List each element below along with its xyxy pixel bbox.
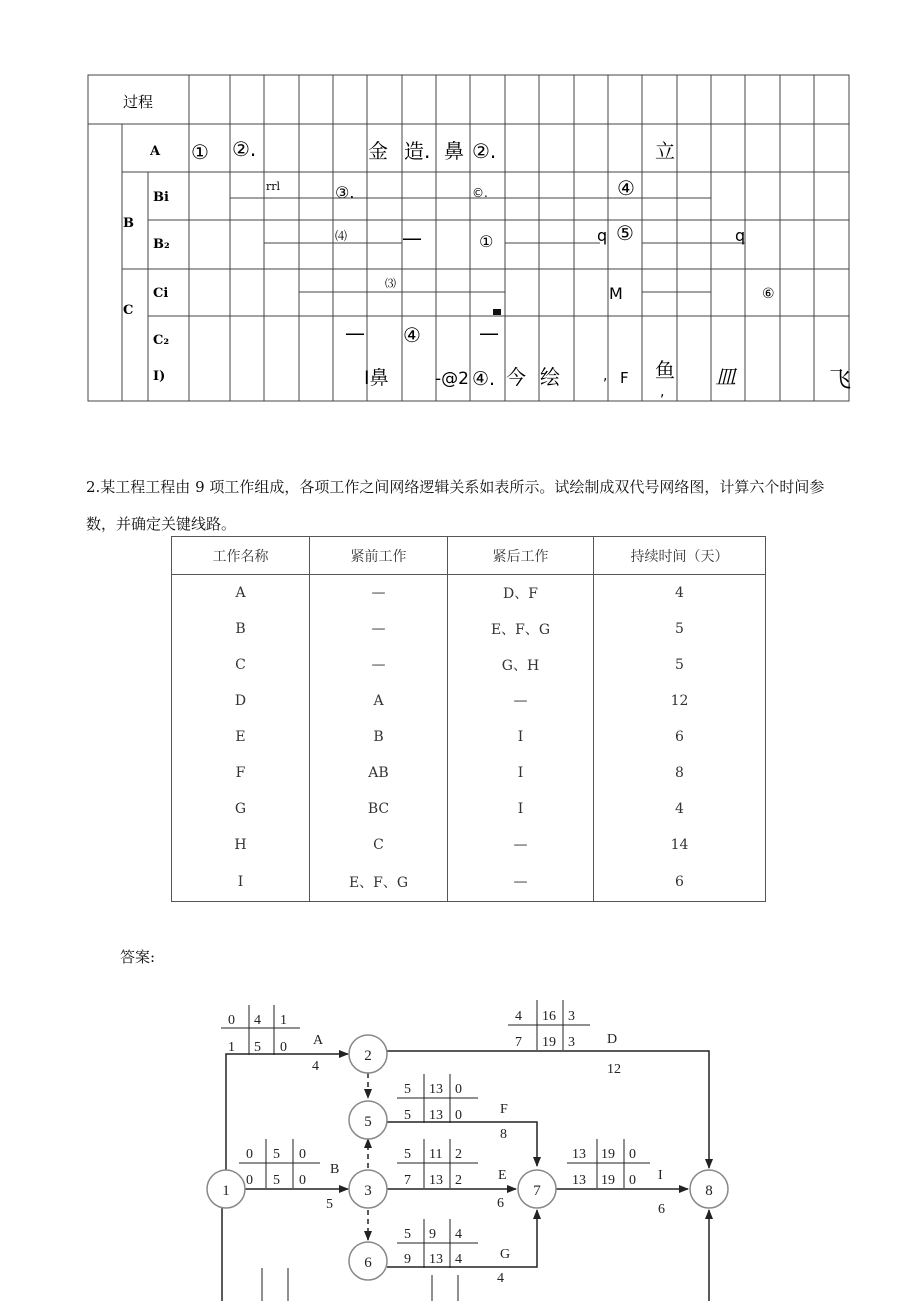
b-lf: 5 <box>273 1173 280 1188</box>
cell: 6 <box>594 719 766 755</box>
activity-d-duration: 12 <box>607 1062 621 1077</box>
f-ef: 13 <box>429 1082 443 1097</box>
mark-b2-5: ⑤ <box>616 221 634 245</box>
cell: D <box>172 683 310 719</box>
a-es: 0 <box>228 1013 235 1028</box>
header-work-name: 工作名称 <box>172 537 310 575</box>
row-label-b2: B₂ <box>153 237 170 252</box>
d-lf: 19 <box>542 1035 556 1050</box>
b-ef: 5 <box>273 1147 280 1162</box>
f-ff: 0 <box>455 1108 462 1123</box>
f-lf: 13 <box>429 1108 443 1123</box>
node-5-label: 5 <box>364 1114 372 1130</box>
activity-e-name: E <box>498 1168 507 1183</box>
row-label-c: C <box>123 303 134 318</box>
g-ff: 4 <box>455 1252 462 1267</box>
mark-a2: ②. <box>232 137 257 161</box>
cell: H <box>172 827 310 863</box>
mark-a4: 造. <box>404 139 431 163</box>
mark-a3: 金 <box>368 139 388 163</box>
b-es: 0 <box>246 1147 253 1162</box>
row-label-b1: Bi <box>153 190 169 205</box>
cell: — <box>310 575 448 612</box>
activity-i-duration: 6 <box>658 1202 665 1217</box>
mark-c1-1: ⑶ <box>385 277 396 290</box>
mark-a7: 立 <box>655 139 675 163</box>
mark-b1-4: ④ <box>617 176 635 200</box>
g-es: 5 <box>404 1227 411 1242</box>
cell: 5 <box>594 611 766 647</box>
b-tf: 0 <box>299 1147 306 1162</box>
d-tf: 3 <box>568 1009 575 1024</box>
cell: F <box>172 755 310 791</box>
d-ff: 3 <box>568 1035 575 1050</box>
i-tf: 0 <box>629 1147 636 1162</box>
i-lf: 19 <box>601 1173 615 1188</box>
mark-b1-1: rrl <box>266 180 281 193</box>
a-ls: 1 <box>228 1040 235 1055</box>
cell: I <box>172 863 310 902</box>
cell: E、F、G <box>310 863 448 902</box>
mark-c2-1: — <box>345 321 365 345</box>
cell: 14 <box>594 827 766 863</box>
mark-c1-2: M <box>609 284 623 303</box>
activity-a-duration: 4 <box>312 1059 319 1074</box>
i-es: 13 <box>572 1147 586 1162</box>
cell: — <box>448 827 594 863</box>
g-ls: 9 <box>404 1252 411 1267</box>
d-es: 4 <box>515 1009 522 1024</box>
cell: 8 <box>594 755 766 791</box>
a-tf: 1 <box>280 1013 287 1028</box>
a-lf: 5 <box>254 1040 261 1055</box>
e-lf: 13 <box>429 1173 443 1188</box>
cell: 6 <box>594 863 766 902</box>
activity-f-duration: 8 <box>500 1127 507 1142</box>
activity-i-name: I <box>658 1168 663 1183</box>
row-label-c1: Ci <box>153 286 169 301</box>
g-ef: 9 <box>429 1227 436 1242</box>
activity-e-duration: 6 <box>497 1196 504 1211</box>
d-ls: 7 <box>515 1035 522 1050</box>
mark-d9: , <box>660 384 665 400</box>
mark-b2-1: ⑷ <box>335 229 348 243</box>
cell: 12 <box>594 683 766 719</box>
f-ls: 5 <box>404 1108 411 1123</box>
header-duration: 持续时间（天） <box>594 537 766 575</box>
cell: I <box>448 755 594 791</box>
mark-c1-3: ⑥ <box>762 286 775 302</box>
header-successor: 紧后工作 <box>448 537 594 575</box>
i-ls: 13 <box>572 1173 586 1188</box>
e-ls: 7 <box>404 1173 411 1188</box>
activity-b-name: B <box>330 1162 340 1177</box>
g-lf: 13 <box>429 1252 443 1267</box>
b-ls: 0 <box>246 1173 253 1188</box>
row-label-c2: C₂ <box>153 333 170 348</box>
row-label-d: I) <box>153 369 166 384</box>
mark-d5: 绘 <box>540 365 560 389</box>
arrow-a <box>226 1054 348 1170</box>
question2-line1: 2.某工程工程由 9 项工作组成，各项工作之间网络逻辑关系如表所示。试绘制成双代号网络图，计算六个时间参 <box>86 478 825 496</box>
cell: I <box>448 791 594 827</box>
i-ff: 0 <box>629 1173 636 1188</box>
cell: E <box>172 719 310 755</box>
cell: C <box>310 827 448 863</box>
node-2-label: 2 <box>364 1048 372 1064</box>
node-1-label: 1 <box>222 1183 230 1199</box>
mark-d4: 今 <box>506 365 526 389</box>
cell: A <box>310 683 448 719</box>
mark-d2: -@2 <box>435 369 469 389</box>
cell: AB <box>310 755 448 791</box>
mark-b2-4: q <box>597 226 608 245</box>
activity-d-name: D <box>607 1032 618 1047</box>
process-header-label: 过程 <box>122 93 154 111</box>
node-7-label: 7 <box>533 1183 541 1199</box>
mark-a5: 鼻 <box>444 139 464 163</box>
mark-b2-6: q <box>735 226 746 245</box>
g-tf: 4 <box>455 1227 462 1242</box>
activity-g-duration: 4 <box>497 1271 504 1286</box>
cell: — <box>310 647 448 683</box>
cell: D、F <box>448 575 594 612</box>
cell: A <box>172 575 310 612</box>
a-ff: 0 <box>280 1040 287 1055</box>
cell: B <box>310 719 448 755</box>
cell: 4 <box>594 791 766 827</box>
b-ff: 0 <box>299 1173 306 1188</box>
cell: — <box>310 611 448 647</box>
a-ef: 4 <box>254 1013 261 1028</box>
cell: BC <box>310 791 448 827</box>
cell: 5 <box>594 647 766 683</box>
cell: G <box>172 791 310 827</box>
e-tf: 2 <box>455 1147 462 1162</box>
mark-d11: 飞 <box>829 368 852 393</box>
e-ff: 2 <box>455 1173 462 1188</box>
cell: E、F、G <box>448 611 594 647</box>
cell: G、H <box>448 647 594 683</box>
row-label-a: A <box>150 144 161 159</box>
mark-a6: ②. <box>472 139 497 163</box>
node-6-label: 6 <box>364 1255 372 1271</box>
cell: C <box>172 647 310 683</box>
cell: 4 <box>594 575 766 612</box>
mark-d1: I鼻 <box>364 367 389 389</box>
activity-b-duration: 5 <box>326 1197 333 1212</box>
mark-a1: ① <box>191 140 209 164</box>
f-es: 5 <box>404 1082 411 1097</box>
cell: I <box>448 719 594 755</box>
mark-b2-3: ① <box>479 232 494 251</box>
mark-d7: F <box>620 369 629 387</box>
mark-d10: 皿 <box>715 365 736 389</box>
activity-a-name: A <box>313 1033 324 1048</box>
mark-c2-2: ④ <box>403 323 421 347</box>
mark-b1-2: ③. <box>335 183 355 202</box>
mark-d3: ④. <box>472 368 496 390</box>
answer-label: 答案: <box>120 948 156 966</box>
node-3-label: 3 <box>364 1183 372 1199</box>
d-ef: 16 <box>542 1009 556 1024</box>
cell: — <box>448 863 594 902</box>
question2-line2: 数，并确定关键线路。 <box>86 515 237 533</box>
header-predecessor: 紧前工作 <box>310 537 448 575</box>
e-es: 5 <box>404 1147 411 1162</box>
cell: B <box>172 611 310 647</box>
row-label-b: B <box>123 216 134 231</box>
mark-c2-3: — <box>479 321 499 345</box>
node-8-label: 8 <box>705 1183 713 1199</box>
activity-g-name: G <box>500 1247 511 1262</box>
f-tf: 0 <box>455 1082 462 1097</box>
e-ef: 11 <box>429 1147 443 1162</box>
activity-f-name: F <box>500 1102 508 1117</box>
cell: — <box>448 683 594 719</box>
mark-d6: , <box>603 368 608 384</box>
mark-b2-2: — <box>402 226 422 250</box>
mark-b1-3: ©. <box>472 186 488 200</box>
mark-d8: 鱼 <box>655 358 675 382</box>
i-ef: 19 <box>601 1147 615 1162</box>
